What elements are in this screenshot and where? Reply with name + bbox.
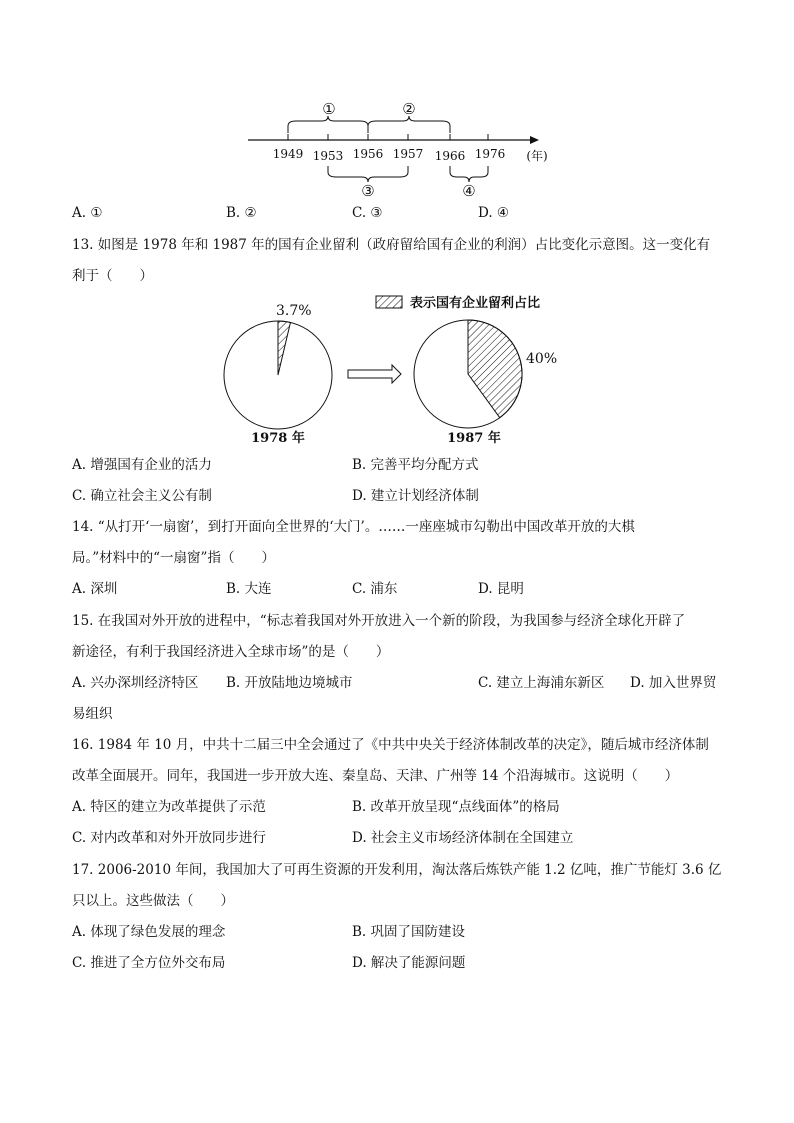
timeline-arrow — [530, 136, 539, 144]
q14-option-c[interactable]: C. 浦东 — [352, 581, 398, 597]
q15-option-d[interactable]: D. 加入世界贸 — [630, 675, 717, 691]
unit-label: (年) — [526, 149, 548, 163]
q13-option-a[interactable]: A. 增强国有企业的活力 — [72, 457, 212, 473]
transition-arrow-icon — [348, 365, 401, 383]
q13-stem-line1: 13. 如图是 1978 年和 1987 年的国有企业留利（政府留给国有企业的利润）占比变化示意图。这一变化有 — [72, 237, 711, 253]
year-label: 1956 — [352, 147, 384, 161]
q14-stem-line1: 14. “从打开‘一扇窗’，到打开面向全世界的‘大门’。……一座座城市勾勒出中国改革开放的大棋 — [72, 519, 635, 535]
mark-3: ③ — [361, 182, 375, 200]
q16-option-a[interactable]: A. 特区的建立为改革提供了示范 — [72, 799, 266, 815]
q12-option-c[interactable]: C. ③ — [352, 205, 383, 221]
q15-option-d-wrap: 易组织 — [72, 706, 113, 722]
q17-stem-line1: 17. 2006-2010 年间，我国加大了可再生资源的开发利用，淘汰落后炼铁产能 1.2 亿吨，推广节能灯 3.6 亿 — [72, 862, 722, 878]
q16-stem-line2: 改革全面展开。同年，我国进一步开放大连、秦皇岛、天津、广州等 14 个沿海城市。这说明（ ） — [72, 768, 679, 784]
year-label: 1976 — [474, 147, 506, 161]
q16-stem-line1: 16. 1984 年 10 月，中共十二届三中全会通过了《中共中央关于经济体制改革的决定》，随后城市经济体制 — [72, 737, 709, 753]
legend-label: 表示国有企业留利占比 — [410, 296, 541, 311]
q13-option-c[interactable]: C. 确立社会主义公有制 — [72, 488, 212, 504]
brace-1 — [288, 116, 368, 133]
year-label: 1953 — [312, 149, 344, 163]
year-label: 1957 — [392, 147, 424, 161]
mark-2: ② — [402, 100, 416, 118]
q16-option-c[interactable]: C. 对内改革和对外开放同步进行 — [72, 830, 266, 846]
q12-option-d[interactable]: D. ④ — [478, 205, 510, 221]
q17-option-c[interactable]: C. 推进了全方位外交布局 — [72, 955, 226, 971]
q15-option-b[interactable]: B. 开放陆地边境城市 — [226, 675, 353, 691]
q13-option-d[interactable]: D. 建立计划经济体制 — [352, 488, 479, 504]
q15-stem-line2: 新途径，有利于我国经济进入全球市场”的是（ ） — [72, 644, 390, 660]
brace-2 — [368, 116, 450, 133]
mark-4: ④ — [462, 182, 476, 200]
q17-stem-line2: 只以上。这些做法（ ） — [72, 893, 234, 909]
q17-option-a[interactable]: A. 体现了绿色发展的理念 — [72, 924, 226, 940]
pie-chart-figure — [0, 290, 794, 450]
pie-1978-share-label: 3.7% — [276, 303, 312, 319]
q14-stem-line2: 局。”材料中的“一扇窗”指（ ） — [72, 550, 275, 566]
q15-stem-line1: 15. 在我国对外开放的进程中，“标志着我国对外开放进入一个新的阶段，为我国参与经济全球化开辟了 — [72, 613, 686, 629]
brace-3 — [328, 166, 408, 182]
year-label: 1966 — [434, 149, 466, 163]
q14-option-a[interactable]: A. 深圳 — [72, 581, 118, 597]
pie-1987-share-label: 40% — [526, 351, 558, 367]
pie-1987-label: 1987 年 — [447, 431, 501, 446]
q17-option-b[interactable]: B. 巩固了国防建设 — [352, 924, 466, 940]
q15-option-a[interactable]: A. 兴办深圳经济特区 — [72, 675, 199, 691]
q14-option-d[interactable]: D. 昆明 — [478, 581, 524, 597]
legend-swatch — [376, 296, 402, 308]
q16-option-d[interactable]: D. 社会主义市场经济体制在全国建立 — [352, 830, 574, 846]
q14-option-b[interactable]: B. 大连 — [226, 581, 272, 597]
q13-option-b[interactable]: B. 完善平均分配方式 — [352, 457, 479, 473]
timeline-figure — [0, 0, 794, 200]
q13-stem-line2: 利于（ ） — [72, 268, 153, 284]
q12-option-b[interactable]: B. ② — [226, 205, 257, 221]
q16-option-b[interactable]: B. 改革开放呈现“点线面体”的格局 — [352, 799, 560, 815]
q15-option-c[interactable]: C. 建立上海浦东新区 — [478, 675, 605, 691]
q12-option-a[interactable]: A. ① — [72, 205, 103, 221]
q17-option-d[interactable]: D. 解决了能源问题 — [352, 955, 466, 971]
brace-4 — [450, 166, 488, 182]
mark-1: ① — [322, 100, 336, 118]
year-label: 1949 — [272, 147, 304, 161]
pie-1978-label: 1978 年 — [251, 431, 305, 446]
